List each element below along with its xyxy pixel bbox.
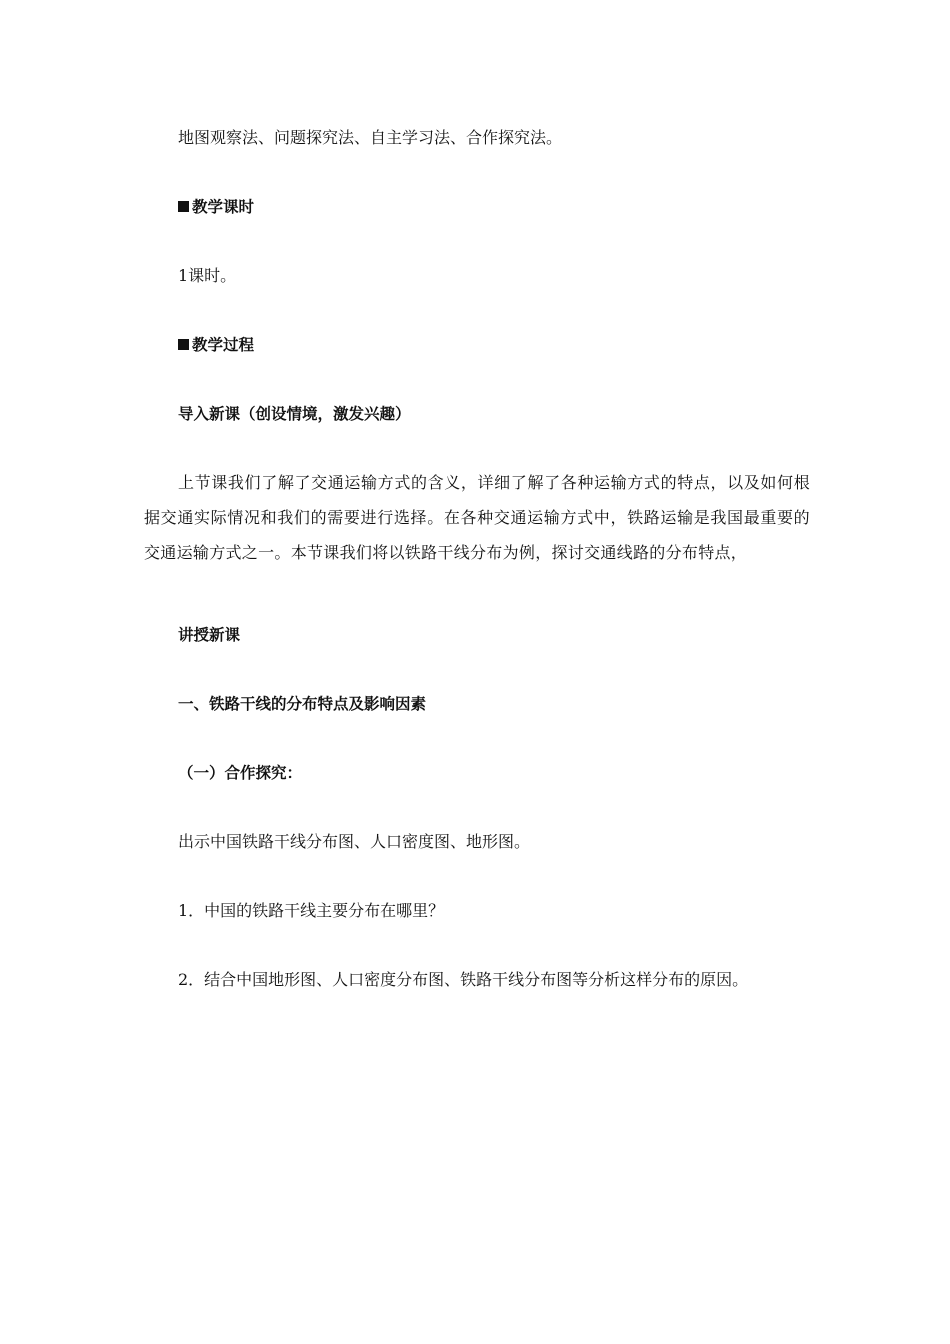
part-one-heading: 一、铁路干线的分布特点及影响因素	[178, 695, 427, 713]
intro-heading: 导入新课（创设情境，激发兴趣）	[178, 405, 411, 423]
teach-new-lesson-heading: 讲授新课	[178, 626, 241, 644]
question-item: 2．结合中国地形图、人口密度分布图、铁路干线分布图等分析这样分布的原因。	[178, 970, 749, 989]
cooperative-inquiry-heading: （一）合作探究：	[178, 764, 303, 782]
intro-paragraph: 上节课我们了解了交通运输方式的含义，详细了解了各种运输方式的特点，以及如何根据交通实际情况和我们的需要进行选择。在各种交通运输方式中，铁路运输是我国最重要的交通运输方式之一。本节课我们将以铁路干线分布为例，探讨交通线路的分布特点，	[144, 473, 810, 562]
section-heading-process	[178, 335, 254, 355]
hours-value-line: 1课时。	[178, 266, 237, 285]
square-bullet-icon	[178, 339, 189, 350]
question-item: 1．中国的铁路干线主要分布在哪里？	[178, 901, 445, 920]
section-heading-hours	[178, 197, 254, 217]
teaching-methods-line: 地图观察法、问题探究法、自主学习法、合作探究法。	[178, 128, 563, 147]
section-title-hours: 教学课时	[192, 198, 255, 216]
square-bullet-icon	[178, 201, 189, 212]
section-title-process: 教学过程	[192, 336, 255, 354]
show-maps-line: 出示中国铁路干线分布图、人口密度图、地形图。	[178, 832, 531, 851]
